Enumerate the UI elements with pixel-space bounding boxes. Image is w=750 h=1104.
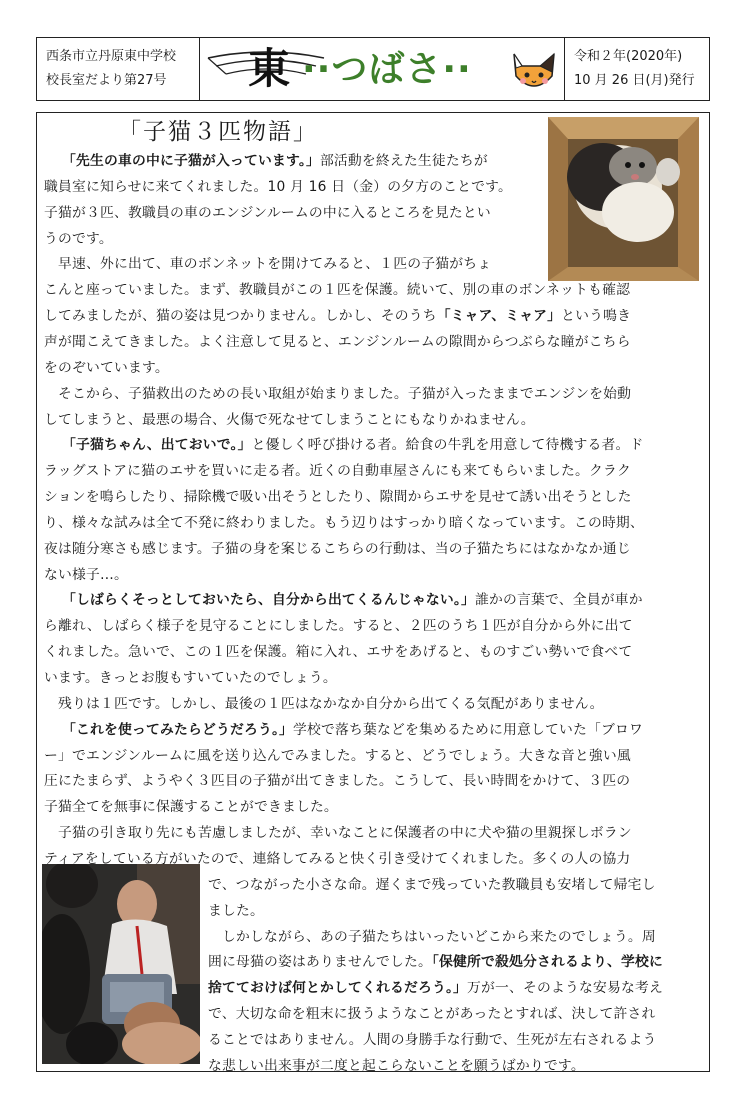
body-line — [44, 359, 169, 377]
body-line — [44, 255, 491, 273]
body-text: してしまうと、最悪の場合、火傷で死なせてしまうことにもなりかねません。 — [44, 412, 535, 428]
body-text: 誰かの言葉で、全員が車か — [475, 592, 643, 608]
body-line — [44, 281, 630, 299]
date-era: 令和２年(2020年) — [574, 49, 683, 64]
body-text: と優しく呼び掛ける者。給食の牛乳を用意して待機する者。ド — [251, 437, 644, 453]
body-text: 子猫の引き取り先にも苦慮しましたが、幸いなことに保護者の中に犬や猫の里親探しボラン — [44, 825, 632, 841]
kittens-in-box-icon — [548, 117, 699, 281]
rescue-scene-icon — [42, 864, 200, 1064]
body-line — [208, 1005, 655, 1023]
newsletter-logo — [200, 38, 566, 100]
body-line — [208, 1057, 585, 1075]
body-text: ションを鳴らしたり、掃除機で吸い出そうとしたり、隙間からエサを見せて誘い出そうとした — [44, 489, 632, 505]
bold-quote: 「子猫ちゃん、出ておいで。」 — [62, 437, 252, 453]
bold-quote: 「これを使ってみたらどうだろう。」 — [62, 722, 294, 738]
body-text: います。きっとお腹もすいていたのでしょう。 — [44, 670, 337, 686]
logo-title: ··つばさ·· — [302, 49, 472, 90]
body-text: で、つながった小さな命。遅くまで残っていた教職員も安堵して帰宅し — [208, 877, 656, 893]
article-title: 「子猫３匹物語」 — [118, 119, 318, 145]
rescue-scene-photo — [42, 864, 200, 1064]
body-text: うのです。 — [44, 231, 113, 247]
body-line — [44, 307, 631, 325]
body-line — [44, 798, 338, 816]
body-text: ない様子…。 — [44, 567, 128, 583]
body-text: 子猫が３匹、教職員の車のエンジンルームの中に入るところを見たとい — [44, 205, 491, 221]
body-line — [44, 824, 632, 842]
body-line — [62, 591, 643, 609]
body-line — [44, 514, 644, 532]
body-line — [208, 953, 663, 971]
body-text: 子猫全てを無事に保護することができました。 — [44, 799, 338, 815]
body-line — [44, 204, 491, 222]
body-line — [44, 385, 631, 403]
body-text: ることではありません。人間の身勝手な行動で、生死が左右されるよう — [208, 1032, 657, 1048]
body-text: をのぞいています。 — [44, 360, 169, 376]
body-text: 早速、外に出て、車のボンネットを開けてみると、１匹の子猫がちょ — [44, 256, 492, 272]
body-line — [44, 850, 631, 868]
body-text: 声が聞こえてきました。よく注意して見ると、エンジンルームの隙間からつぶらな瞳がこちら — [44, 334, 631, 350]
logo-east-kanji: 東 — [248, 44, 291, 93]
bold-quote: 「先生の車の中に子猫が入っています。」 — [62, 153, 320, 169]
body-text: してみましたが、猫の姿は見つかりません。しかし、そのうち — [44, 308, 437, 324]
body-line — [208, 902, 264, 920]
body-text: しかしながら、あの子猫たちはいったいどこから来たのでしょう。周 — [208, 929, 656, 945]
body-text: 夜は随分寒さも感じます。子猫の身を案じるこちらの行動は、当の子猫たちにはなかなか通じ — [44, 541, 631, 557]
bold-quote: 捨てておけば何とかしてくれるだろう。」 — [208, 980, 468, 996]
bold-quote: 「ミャア、ミャア」 — [436, 308, 562, 324]
body-line — [44, 462, 631, 480]
body-text: ティアをしている方がいたので、連絡してみると快く引き受けてくれました。多くの人の協力 — [44, 851, 631, 867]
body-text: こんと座っていました。まず、教職員がこの１匹を保護。続いて、別の車のボンネットも確認 — [44, 282, 631, 298]
body-text: 職員室に知らせに来てくれました。10 月 16 日（金）の夕方のことです。 — [44, 179, 513, 195]
school-info — [37, 38, 200, 100]
body-line — [44, 643, 632, 661]
body-text: 学校で落ち葉などを集めるために用意していた「ブロワ — [293, 722, 643, 738]
body-text: くれました。急いで、この１匹を保護。箱に入れ、エサをあげると、ものすごい勢いで食べて — [44, 644, 633, 660]
body-line — [44, 333, 631, 351]
body-line — [44, 488, 632, 506]
body-text: 圧にたまらず、ようやく３匹目の子猫が出てきました。こうして、長い時間をかけて、３匹の — [44, 773, 631, 789]
body-text: 残りは１匹です。しかし、最後の１匹はなかなか自分から出てくる気配がありません。 — [44, 696, 604, 712]
body-line — [44, 230, 113, 248]
kittens-in-box-photo — [548, 117, 699, 281]
body-text: 万が一、そのような安易な考え — [467, 980, 664, 996]
bold-quote: 「しばらくそっとしておいたら、自分から出てくるんじゃない。」 — [62, 592, 476, 608]
body-line — [44, 747, 631, 765]
body-text: そこから、子猫救出のための長い取組が始まりました。子猫が入ったままでエンジンを始動 — [44, 386, 632, 402]
body-text: ー」でエンジンルームに風を送り込んでみました。すると、どうでしょう。大きな音と強い風 — [44, 748, 631, 764]
body-line — [44, 695, 604, 713]
body-line — [208, 1031, 656, 1049]
body-line — [62, 152, 488, 170]
body-text: という鳴き — [561, 308, 632, 324]
body-text: り、様々な試みは全て不発に終わりました。もう辺りはすっかり暗くなっています。この時期、 — [44, 515, 644, 531]
body-line — [62, 721, 643, 739]
body-text: ました。 — [208, 903, 264, 919]
body-line — [44, 566, 128, 584]
body-line — [44, 411, 535, 429]
bold-quote: 「保健所で殺処分されるより、学校に — [431, 954, 663, 970]
body-line — [208, 928, 656, 946]
body-text: 部活動を終えた生徒たちが — [319, 153, 488, 169]
body-line — [44, 772, 630, 790]
school-name: 西条市立丹原東中学校 — [46, 49, 177, 64]
cat-face-icon — [508, 46, 560, 94]
body-line — [44, 178, 512, 196]
issue-number: 校長室だより第27号 — [46, 73, 167, 88]
body-text: な悲しい出来事が二度と起こらないことを願うばかりです。 — [208, 1058, 585, 1074]
body-line — [44, 669, 337, 687]
body-line — [44, 617, 633, 635]
date-issued: 10 月 26 日(月)発行 — [574, 73, 695, 88]
newsletter-header — [36, 37, 710, 101]
body-text: で、大切な命を粗末に扱うようなことがあったとすれば、決して許され — [208, 1006, 656, 1022]
issue-date — [564, 38, 709, 100]
body-text: ラッグストアに猫のエサを買いに走る者。近くの自動車屋さんにも来てもらいました。クラク — [44, 463, 632, 479]
body-text: ら離れ、しばらく様子を見守ることにしました。すると、２匹のうち１匹が自分から外に出て — [44, 618, 633, 634]
body-line — [208, 876, 656, 894]
body-line — [62, 436, 644, 454]
body-line — [208, 979, 663, 997]
body-line — [44, 540, 631, 558]
body-text: 囲に母猫の姿はありませんでした。 — [208, 954, 432, 970]
